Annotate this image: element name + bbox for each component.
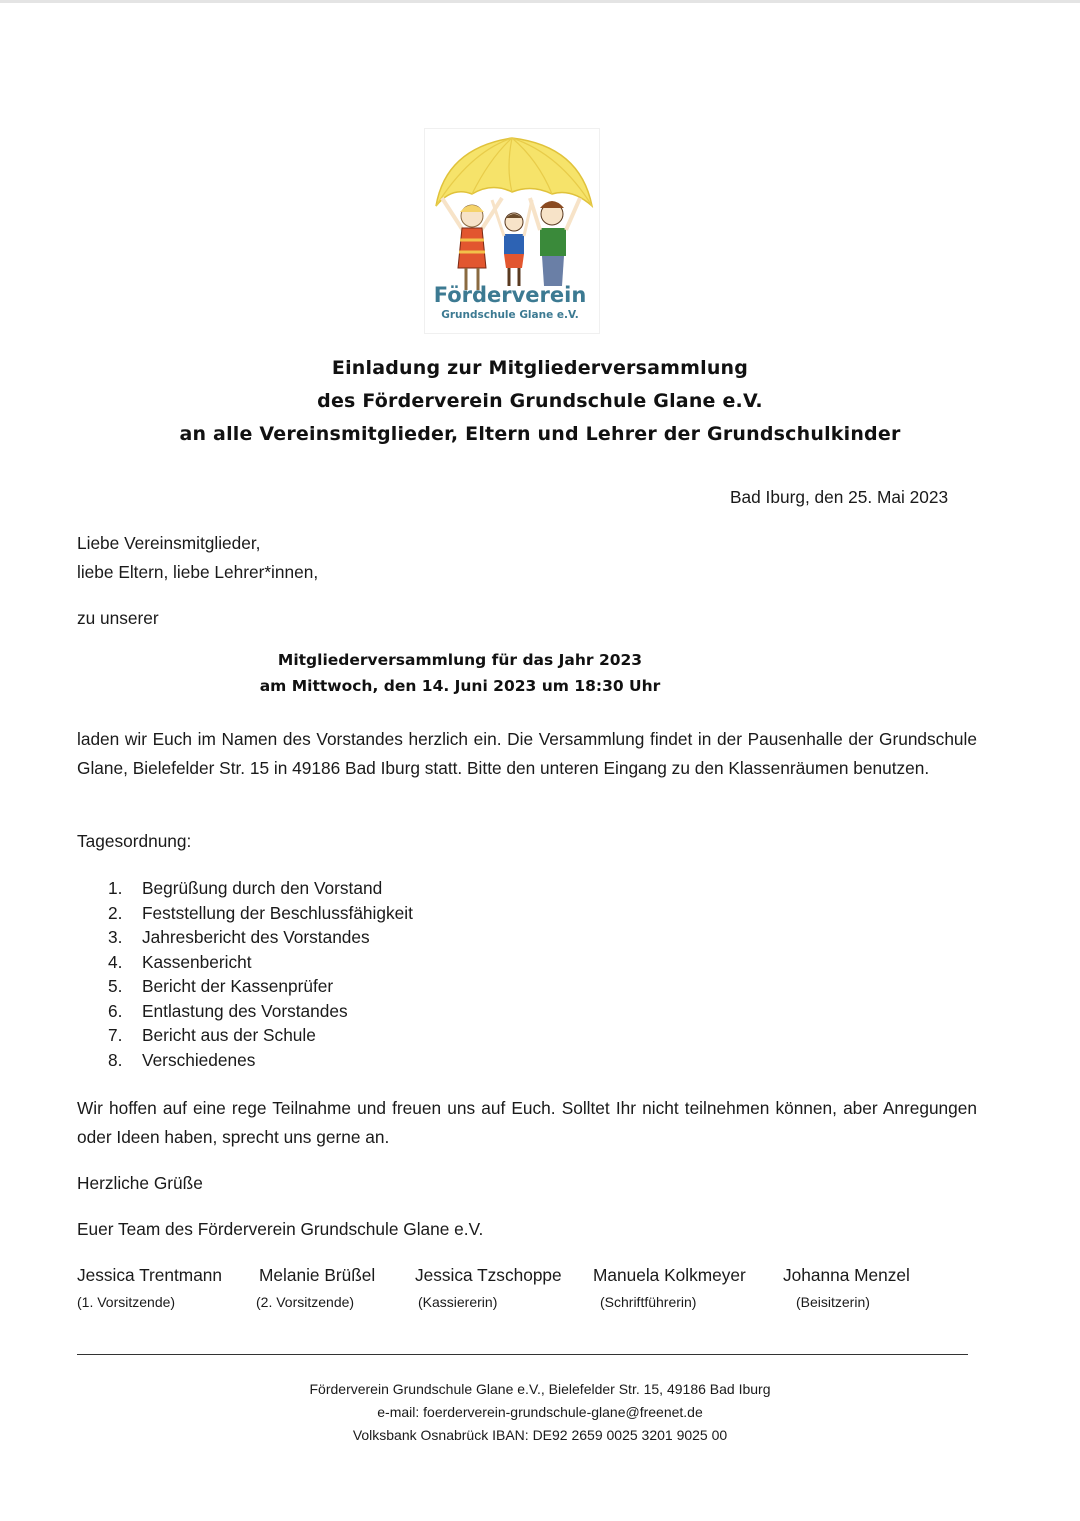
signature-name: Jessica Tzschoppe	[415, 1265, 562, 1285]
meeting-line-2: am Mittwoch, den 14. Juni 2023 um 18:30 Uhr	[259, 677, 661, 695]
footer-address: Förderverein Grundschule Glane e.V., Bielefelder Str. 15, 49186 Bad Iburg	[309, 1381, 771, 1397]
agenda-item-text: Entlastung des Vorstandes	[142, 1000, 348, 1021]
footer-divider	[77, 1354, 968, 1355]
agenda-item	[108, 1048, 413, 1073]
signature-role: (Beisitzerin)	[796, 1294, 870, 1310]
intro-text: zu unserer	[77, 608, 159, 628]
signature-name: Johanna Menzel	[783, 1265, 910, 1285]
footer-bank: Volksbank Osnabrück IBAN: DE92 2659 0025 3201 9025 00	[352, 1427, 728, 1443]
heading-line-2: des Förderverein Grundschule Glane e.V.	[317, 390, 763, 412]
agenda-item-number: 6.	[108, 1000, 123, 1021]
agenda-item-number: 2.	[108, 902, 123, 923]
agenda-item	[108, 876, 413, 901]
agenda-item	[108, 901, 413, 926]
agenda-item-text: Jahresbericht des Vorstandes	[142, 927, 370, 947]
agenda-item-text: Kassenbericht	[142, 951, 252, 972]
closing-paragraph: Wir hoffen auf eine rege Teilnahme und freuen uns auf Euch. Solltet Ihr nicht teilnehmen können, aber Anregungen oder Ideen haben, sprecht uns gerne an.	[77, 1098, 977, 1147]
agenda-item	[108, 1023, 413, 1048]
signature-role: (Kassiererin)	[418, 1294, 498, 1310]
agenda-title: Tagesordnung:	[77, 831, 192, 851]
agenda-item	[108, 950, 413, 975]
agenda-list	[108, 876, 413, 1072]
agenda-item-number: 4.	[108, 951, 123, 972]
signature-role: (1. Vorsitzende)	[77, 1294, 176, 1310]
team-line: Euer Team des Förderverein Grundschule Glane e.V.	[77, 1219, 484, 1239]
salutation-line-1: Liebe Vereinsmitglieder,	[77, 533, 261, 553]
agenda-item-number: 8.	[108, 1049, 123, 1070]
agenda-item-text: Feststellung der Beschlussfähigkeit	[142, 902, 413, 923]
agenda-item-number: 7.	[108, 1025, 123, 1045]
agenda-item	[108, 925, 413, 950]
logo-subtitle: Grundschule Glane e.V.	[441, 309, 579, 321]
invitation-paragraph: laden wir Euch im Namen des Vorstandes herzlich ein. Die Versammlung findet in der Pausenhalle der Grundschule Glane, Bielefelder Str. 15 in 49186 Bad Iburg statt. Bitte den unteren Eingang zu den Klassenräumen benutzen.	[77, 729, 977, 778]
agenda-item-number: 1.	[108, 878, 123, 898]
meeting-line-1: Mitgliederversammlung für das Jahr 2023	[277, 651, 643, 669]
signature-role: (2. Vorsitzende)	[256, 1294, 355, 1310]
greeting: Herzliche Grüße	[77, 1173, 203, 1193]
signature-name: Manuela Kolkmeyer	[593, 1265, 746, 1285]
agenda-item-text: Bericht der Kassenprüfer	[142, 976, 334, 996]
top-border	[0, 0, 1080, 3]
heading-line-1: Einladung zur Mitgliederversammlung	[331, 357, 749, 379]
agenda-item-number: 3.	[108, 927, 123, 947]
agenda-item-text: Bericht aus der Schule	[142, 1025, 316, 1045]
heading-line-3: an alle Vereinsmitglieder, Eltern und Lehrer der Grundschulkinder	[179, 423, 901, 445]
agenda-item-text: Begrüßung durch den Vorstand	[142, 878, 383, 898]
signature-role: (Schriftführerin)	[600, 1294, 697, 1310]
agenda-item-text: Verschiedenes	[142, 1049, 256, 1070]
signature-name: Jessica Trentmann	[77, 1265, 223, 1285]
signature-name: Melanie Brüßel	[259, 1265, 376, 1285]
footer-email: e-mail: foerderverein-grundschule-glane@freenet.de	[377, 1404, 703, 1420]
agenda-item-number: 5.	[108, 976, 123, 996]
salutation-line-2: liebe Eltern, liebe Lehrer*innen,	[77, 562, 319, 582]
logo-title: Förderverein	[433, 283, 587, 307]
agenda-item	[108, 999, 413, 1024]
date-line: Bad Iburg, den 25. Mai 2023	[730, 487, 949, 507]
agenda-item	[108, 974, 413, 999]
